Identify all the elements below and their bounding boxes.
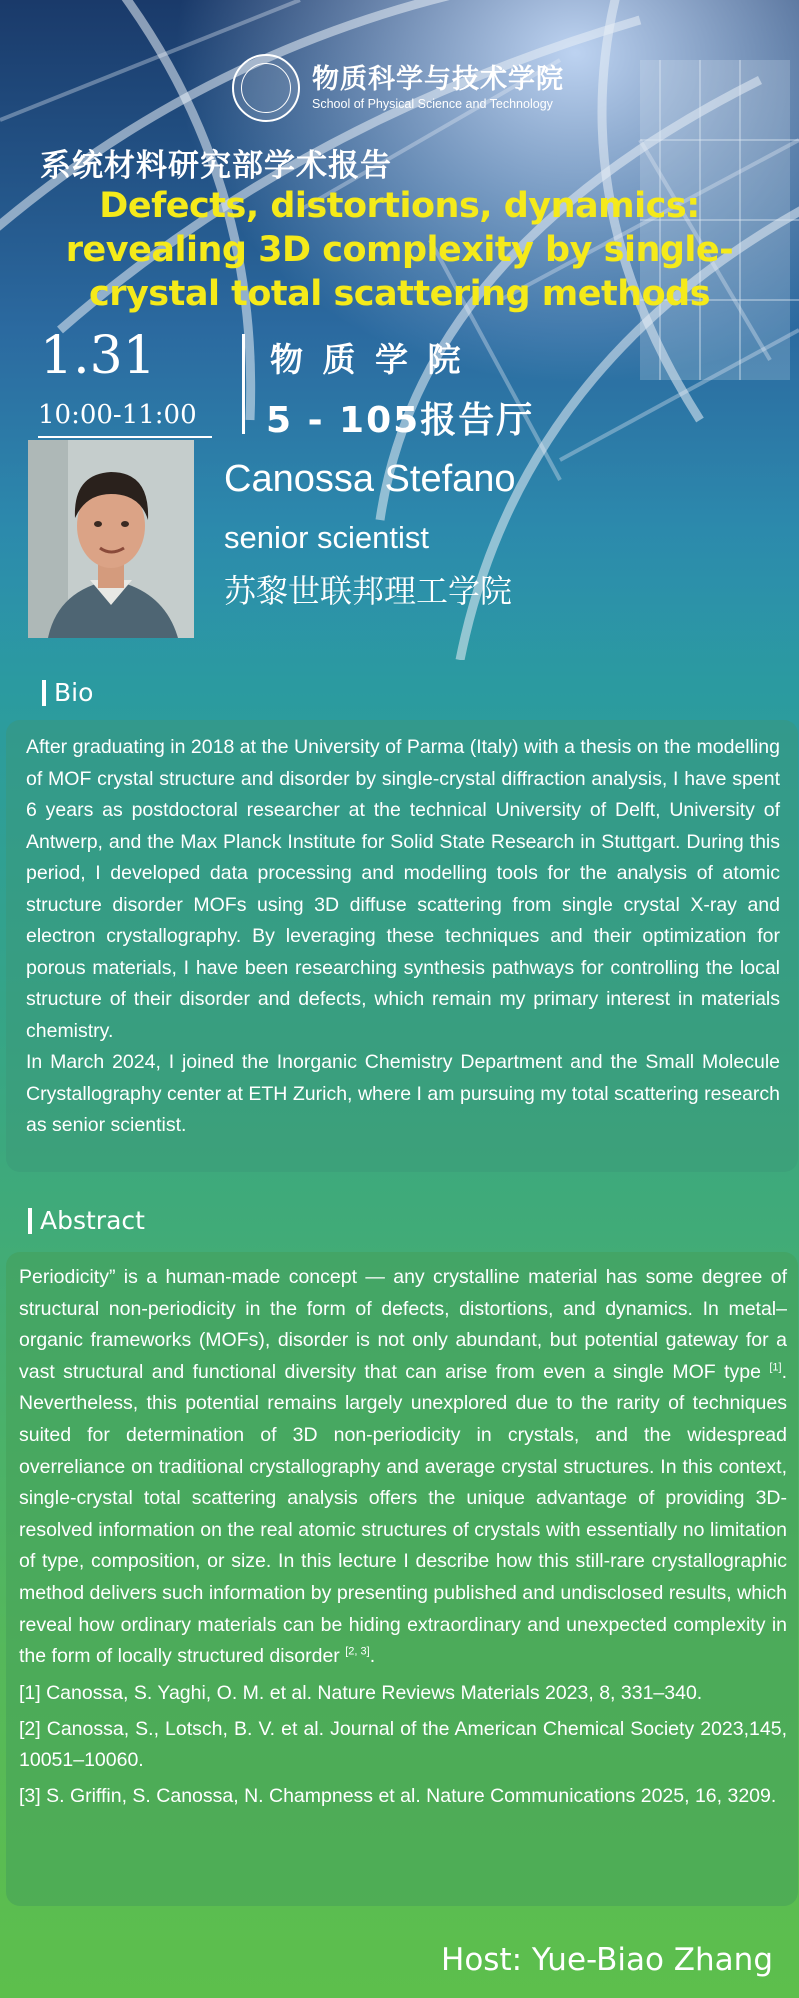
bio-heading	[42, 678, 93, 707]
bio-paragraph: In March 2024, I joined the Inorganic Chemistry Department and the Small Molecule Crystallography center at ETH Zurich, where I am pursuing my total scattering research as senior scientist.	[26, 1051, 780, 1136]
speaker-name: Canossa Stefano	[224, 458, 516, 500]
reference-item: [2] Canossa, S., Lotsch, B. V. et al. Journal of the American Chemical Society 2023,145, 10051–10060.	[19, 1717, 787, 1771]
venue-room: 5 - 105报告厅	[266, 400, 535, 441]
bio-heading-label: Bio	[54, 678, 94, 707]
abstract-paragraph: Periodicity” is a human-made concept — any crystalline material has some degree of structural non-periodicity in the form of defects, distortions, and dynamics. In metal–organic frameworks (MOFs), disorder is not only abundant, but potential gateway for a vast structural and functional diversity that can arise from even a single MOF type [1]. Nevertheless, this potential remains largely unexplored due to the rarity of techniques suited for determination of 3D non-periodicity in crystals, and the widespread overreliance on traditional crystallography and average crystal structures. In this context, single-crystal total scattering analysis offers the unique advantage of providing 3D-resolved information on the real atomic structures of crystals with essentially no limitation of type, composition, or size. In this lecture I describe how this still-rare crystallographic method delivers such information by presenting published and undisclosed results, which reveal how ordinary materials can be hiding extraordinary and unexpected complexity in the form of locally structured disorder [2, 3].	[19, 1266, 787, 1668]
host-line: Host: Yue-Biao Zhang	[441, 1942, 773, 1978]
speaker-role: senior scientist	[224, 520, 430, 555]
event-time: 10:00-11:00	[38, 400, 197, 430]
bio-text	[26, 732, 780, 1142]
reference-item: [3] S. Griffin, S. Canossa, N. Champness et al. Nature Communications 2025, 16, 3209.	[19, 1784, 777, 1807]
heading-bar	[42, 680, 46, 706]
citation: [1]	[769, 1361, 782, 1374]
event-series: 系统材料研究部学术报告	[40, 148, 392, 184]
abstract-heading	[28, 1206, 145, 1235]
heading-bar	[28, 1208, 32, 1234]
event-date: 1.31	[40, 326, 156, 386]
speaker-photo	[28, 440, 194, 638]
venue-building: 物 质 学 院	[270, 340, 465, 379]
school-logo	[232, 54, 564, 122]
divider	[242, 334, 245, 434]
abstract-text	[19, 1262, 787, 1812]
citation: [2, 3]	[345, 1645, 370, 1658]
school-name-en: School of Physical Science and Technology	[312, 97, 553, 112]
reference-item: [1] Canossa, S. Yaghi, O. M. et al. Nature Reviews Materials 2023, 8, 331–340.	[19, 1681, 703, 1704]
talk-title: Defects, distortions, dynamics: revealing 3D complexity by single-crystal total scattering methods	[65, 186, 734, 314]
bio-paragraph: After graduating in 2018 at the University of Parma (Italy) with a thesis on the modelling of MOF crystal structure and disorder by single-crystal diffraction analysis, I have spent 6 years as postdoctoral researcher at the technical University of Delft, University of Antwerp, and the Max Planck Institute for Solid State Research in Stuttgart. During this period, I developed data processing and modelling tools for the analysis of atomic structure disorder MOFs using 3D diffuse scattering from single crystal X-ray and electron crystallography. By leveraging these techniques and their optimization for porous materials, I have been researching synthesis pathways for controlling the local structure of their disorder and defects, which remain my primary interest in materials chemistry.	[26, 736, 780, 1042]
university-seal-icon	[232, 54, 300, 122]
divider	[38, 436, 212, 438]
abstract-heading-label: Abstract	[40, 1206, 145, 1235]
school-name-cn: 物质科学与技术学院	[312, 63, 564, 95]
speaker-affiliation: 苏黎世联邦理工学院	[224, 572, 513, 610]
